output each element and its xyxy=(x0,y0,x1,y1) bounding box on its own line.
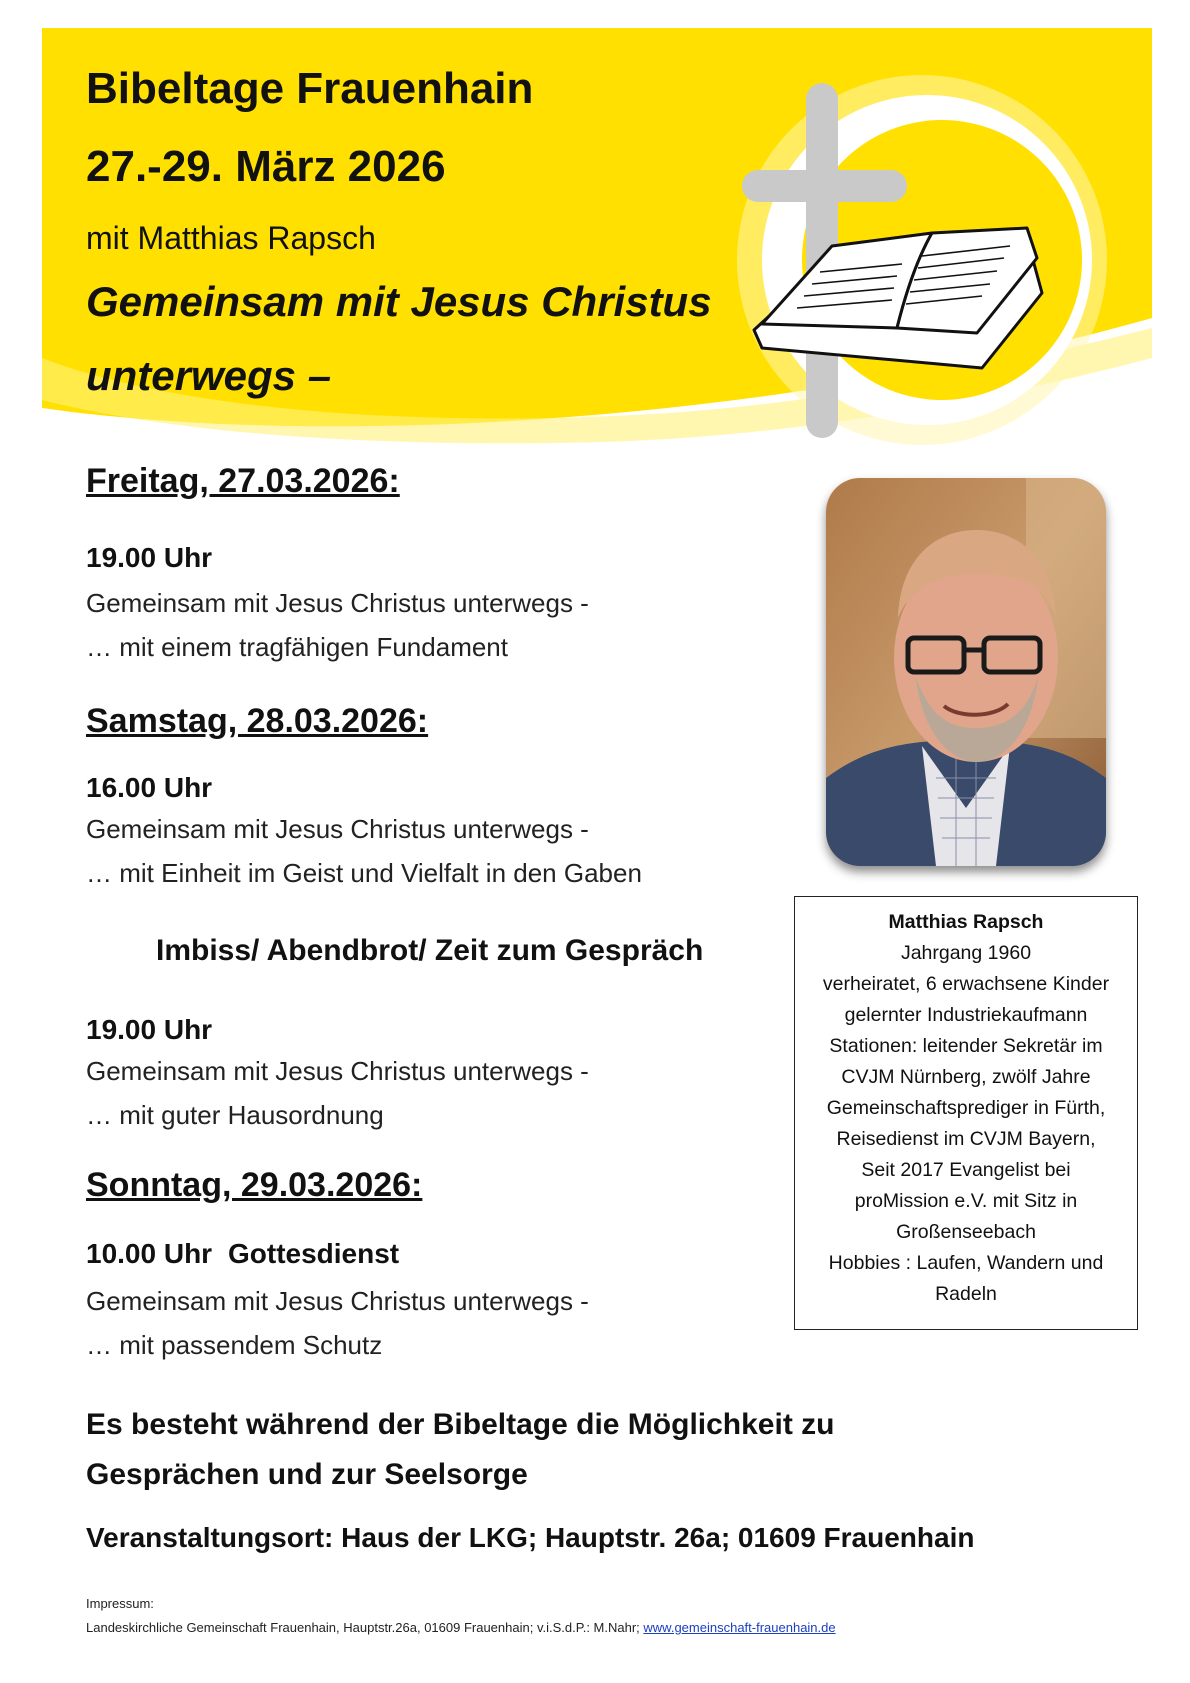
bio-line: Hobbies : Laufen, Wandern und xyxy=(828,1252,1104,1274)
notice-line-2: Gesprächen und zur Seelsorge xyxy=(86,1458,528,1491)
venue-line: Veranstaltungsort: Haus der LKG; Hauptstr. 26a; 01609 Frauenhain xyxy=(86,1522,975,1553)
speaker-photo xyxy=(826,478,1106,866)
impressum-label: Impressum: xyxy=(86,1596,154,1611)
sunday-event: Gottesdienst xyxy=(228,1238,400,1269)
speaker-line: mit Matthias Rapsch xyxy=(86,220,376,256)
bio-line: CVJM Nürnberg, zwölf Jahre xyxy=(841,1066,1091,1088)
bio-line: Reisedienst im CVJM Bayern, xyxy=(836,1128,1096,1150)
sunday-line-1: Gemeinsam mit Jesus Christus unterwegs - xyxy=(86,1286,589,1316)
sunday-time: 10.00 Uhr xyxy=(86,1238,213,1269)
friday-time: 19.00 Uhr xyxy=(86,542,213,573)
bio-line: Radeln xyxy=(935,1283,997,1305)
notice-line-1: Es besteht während der Bibeltage die Möglichkeit zu xyxy=(86,1408,835,1441)
saturday-line-3: Gemeinsam mit Jesus Christus unterwegs - xyxy=(86,1056,589,1086)
bio-line: Gemeinschaftsprediger in Fürth, xyxy=(826,1097,1106,1119)
motto-line-1: Gemeinsam mit Jesus Christus xyxy=(86,278,712,325)
saturday-line-2: … mit Einheit im Geist und Vielfalt in den Gaben xyxy=(86,858,642,888)
bio-name: Matthias Rapsch xyxy=(888,911,1044,933)
page-title: Bibeltage Frauenhain xyxy=(86,64,534,113)
saturday-break: Imbiss/ Abendbrot/ Zeit zum Gespräch xyxy=(156,934,704,967)
bio-line: proMission e.V. mit Sitz in xyxy=(854,1190,1078,1212)
impressum-details: Landeskirchliche Gemeinschaft Frauenhain, Hauptstr.26a, 01609 Frauenhain; v.i.S.d.P.: M.Nahr; xyxy=(86,1620,644,1635)
event-dates: 27.-29. März 2026 xyxy=(86,142,446,191)
bio-line: gelernter Industriekaufmann xyxy=(844,1004,1088,1026)
bio-line: Großenseebach xyxy=(896,1221,1036,1243)
friday-heading: Freitag, 27.03.2026: xyxy=(86,462,400,500)
friday-line-1: Gemeinsam mit Jesus Christus unterwegs - xyxy=(86,588,589,618)
sunday-line-2: … mit passendem Schutz xyxy=(86,1330,383,1360)
speaker-bio-box xyxy=(794,896,1138,1330)
motto-line-2: unterwegs – xyxy=(86,352,332,399)
website-link[interactable]: www.gemeinschaft-frauenhain.de xyxy=(643,1620,836,1635)
bio-line: Seit 2017 Evangelist bei xyxy=(861,1159,1071,1181)
friday-line-2: … mit einem tragfähigen Fundament xyxy=(86,632,508,662)
impressum-text xyxy=(86,1620,836,1635)
bio-line: Jahrgang 1960 xyxy=(900,942,1032,964)
saturday-line-1: Gemeinsam mit Jesus Christus unterwegs - xyxy=(86,814,589,844)
saturday-line-4: … mit guter Hausordnung xyxy=(86,1100,384,1130)
bio-line: verheiratet, 6 erwachsene Kinder xyxy=(822,973,1110,995)
saturday-heading: Samstag, 28.03.2026: xyxy=(86,702,429,740)
sunday-heading: Sonntag, 29.03.2026: xyxy=(86,1166,423,1204)
saturday-time-2: 19.00 Uhr xyxy=(86,1014,213,1045)
saturday-time-1: 16.00 Uhr xyxy=(86,772,213,803)
bio-line: Stationen: leitender Sekretär im xyxy=(829,1035,1103,1057)
